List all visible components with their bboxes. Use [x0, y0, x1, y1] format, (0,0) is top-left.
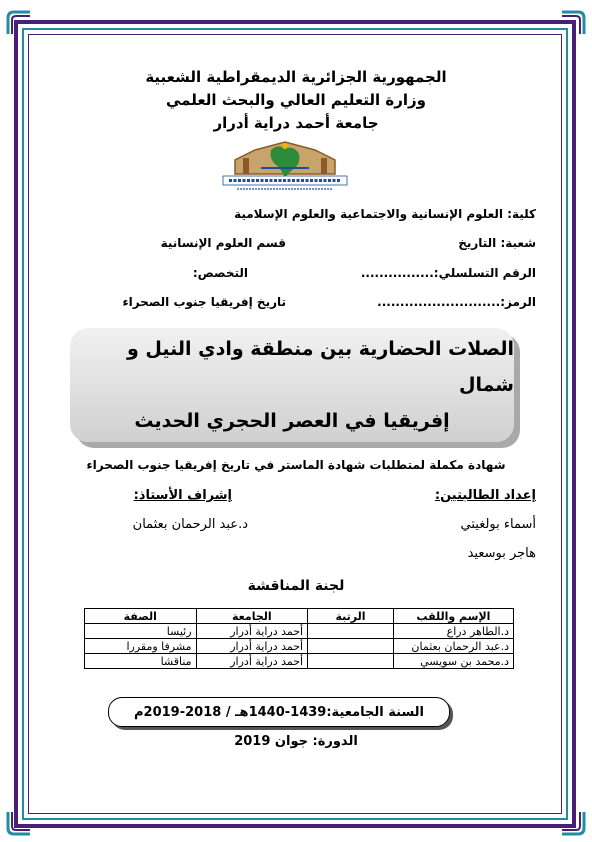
republic-heading: الجمهورية الجزائرية الديمقراطية الشعبية — [145, 68, 447, 86]
table-row — [85, 654, 514, 669]
university-logo — [215, 138, 355, 194]
member-name: د.الطاهر دراع — [393, 624, 513, 639]
faculty-line: كلية: العلوم الإنسانية والاجتماعية والعلوم الإسلامية — [234, 207, 536, 221]
member-name: د.محمد بن سويسي — [393, 654, 513, 669]
university-heading: جامعة أحمد دراية أدرار — [213, 114, 379, 132]
member-rank — [308, 639, 394, 654]
table-row — [85, 624, 514, 639]
serial-number-label: الرقم التسلسلي:................ — [360, 266, 536, 280]
academic-year: السنة الجامعية:1439-1440هـ / 2018-2019م — [134, 704, 425, 720]
member-role: مشرفا ومقررا — [85, 639, 197, 654]
corner-ornament-icon — [6, 810, 32, 836]
member-role: رئيسا — [85, 624, 197, 639]
supervisor-heading: إشراف الأستاذ: — [133, 488, 232, 503]
supervisor-name: د.عبد الرحمان بعثمان — [132, 517, 248, 532]
specialty-value: تاريخ إفريقيا جنوب الصحراء — [122, 295, 286, 309]
student-name: أسماء بولغيتي — [460, 517, 536, 532]
column-header: الجامعة — [196, 609, 308, 624]
code-label: الرمز:........................... — [377, 295, 536, 309]
academic-year-box — [108, 697, 450, 727]
member-role: مناقشا — [85, 654, 197, 669]
branch-label: شعبة: التاريخ — [458, 236, 536, 250]
student-name: هاجر بوسعيد — [467, 546, 536, 561]
corner-ornament-icon — [560, 810, 586, 836]
certificate-statement: شهادة مكملة لمتطلبات شهادة الماستر في تاريخ إفريقيا جنوب الصحراء — [86, 458, 506, 472]
column-header: الإسم واللقب — [393, 609, 513, 624]
committee-heading: لجنة المناقشة — [247, 578, 345, 594]
table-header-row — [85, 609, 514, 624]
ministry-heading: وزارة التعليم العالي والبحث العلمي — [165, 91, 427, 109]
specialty-label: التخصص: — [192, 266, 248, 280]
column-header: الرتبة — [308, 609, 394, 624]
session-label: الدورة: جوان 2019 — [234, 734, 358, 749]
department-label: قسم العلوم الإنسانية — [160, 236, 286, 250]
committee-table — [84, 608, 514, 669]
member-rank — [308, 624, 394, 639]
corner-ornament-icon — [560, 10, 586, 36]
column-header: الصفة — [85, 609, 197, 624]
thesis-title-box — [70, 328, 514, 442]
member-university: أحمد دراية أدرار — [196, 639, 308, 654]
table-row — [85, 639, 514, 654]
member-university: أحمد دراية أدرار — [196, 654, 308, 669]
thesis-title-line-2: إفريقيا في العصر الحجري الحديث — [134, 410, 450, 432]
thesis-title-line-1: الصلات الحضارية بين منطقة وادي النيل و شمال — [127, 338, 514, 396]
member-name: د.عبد الرحمان بعثمان — [393, 639, 513, 654]
corner-ornament-icon — [6, 10, 32, 36]
member-rank — [308, 654, 394, 669]
students-heading: إعداد الطالبتين: — [434, 488, 536, 503]
member-university: أحمد دراية أدرار — [196, 624, 308, 639]
